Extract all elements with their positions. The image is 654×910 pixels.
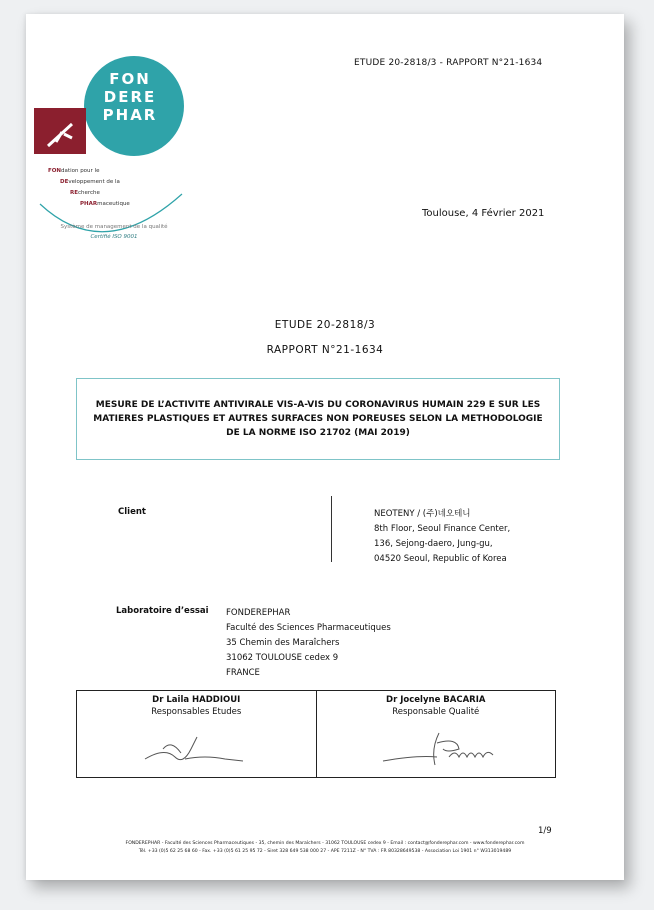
lab-line: FRANCE (226, 668, 260, 678)
logo-maroon-block (34, 108, 86, 154)
logo-line-2: DERE (103, 88, 157, 106)
page-number: 1/9 (538, 826, 552, 836)
study-number: ETUDE 20-2818/3 (274, 319, 376, 331)
document-page (26, 14, 624, 880)
logo-line-3: PHAR (102, 106, 158, 124)
client-label: Client (118, 507, 146, 517)
cert-line-1: Système de management de la qualité (60, 224, 168, 230)
page-footer (12, 840, 638, 856)
report-number: RAPPORT N°21-1634 (266, 344, 384, 356)
client-line: 8th Floor, Seoul Finance Center, (374, 524, 511, 534)
signatory-name: Dr Laila HADDIOUI (152, 695, 241, 705)
signature-table (76, 690, 556, 778)
lab-line: 35 Chemin des Maraîchers (226, 638, 340, 648)
signature-cell-quality (316, 691, 556, 777)
client-line: 04520 Seoul, Republic of Korea (374, 554, 507, 564)
report-title-box (76, 378, 560, 460)
client-line: NEOTENY / (주)네오테니 (374, 509, 471, 519)
logo-tagline: FONdation pour le DEveloppement de la REcherche PHARmaceutique (48, 168, 130, 207)
header-reference: ETUDE 20-2818/3 - RAPPORT N°21-1634 (354, 58, 543, 68)
fonderephar-logo (34, 54, 204, 274)
cert-line-2: Certifié ISO 9001 (90, 234, 138, 240)
client-address (374, 507, 510, 567)
report-title: MESURE DE L’ACTIVITE ANTIVIRALE VIS-A-VIS DU CORONAVIRUS HUMAIN 229 E SUR LES MATIERES PLASTIQUES ET AUTRES SURFACES NON POREUSES SELON LA METHODOLOGIE DE LA NORME ISO 21702 (MAI 2019) (93, 400, 543, 438)
footer-line-2: Tél. +33 (0)5 62 25 68 60 - Fax. +33 (0)5 61 25 95 72 - Siret 328 649 538 000 27 - APE 7211Z - N° TVA : FR 80328649538 - Association Loi 1901 n° W313019489 (138, 849, 512, 854)
footer-line-1: FONDEREPHAR - Faculté des Sciences Pharmaceutiques - 35, chemin des Maraîchers - 31062 TOULOUSE cedex 9 - Email : contact@fonderephar.com - www.fonderephar.com (125, 841, 525, 846)
lab-line: 31062 TOULOUSE cedex 9 (226, 653, 339, 663)
place-date: Toulouse, 4 Février 2021 (422, 208, 545, 219)
signatory-role: Responsable Qualité (392, 707, 480, 717)
lab-address (226, 606, 391, 681)
logo-line-1: FON (109, 70, 151, 88)
signatory-role: Responsables Etudes (151, 707, 242, 717)
lab-line: FONDEREPHAR (226, 608, 291, 618)
handwritten-signature-1 (135, 729, 255, 773)
client-line: 136, Sejong-daero, Jung-gu, (374, 539, 493, 549)
lab-line: Faculté des Sciences Pharmaceutiques (226, 623, 391, 633)
signature-cell-studies (77, 691, 316, 777)
signatory-name: Dr Jocelyne BACARIA (386, 695, 486, 705)
logo-graphic (34, 54, 204, 274)
client-divider (331, 496, 332, 562)
lab-label: Laboratoire d’essai (116, 606, 209, 616)
handwritten-signature-2 (377, 727, 517, 771)
